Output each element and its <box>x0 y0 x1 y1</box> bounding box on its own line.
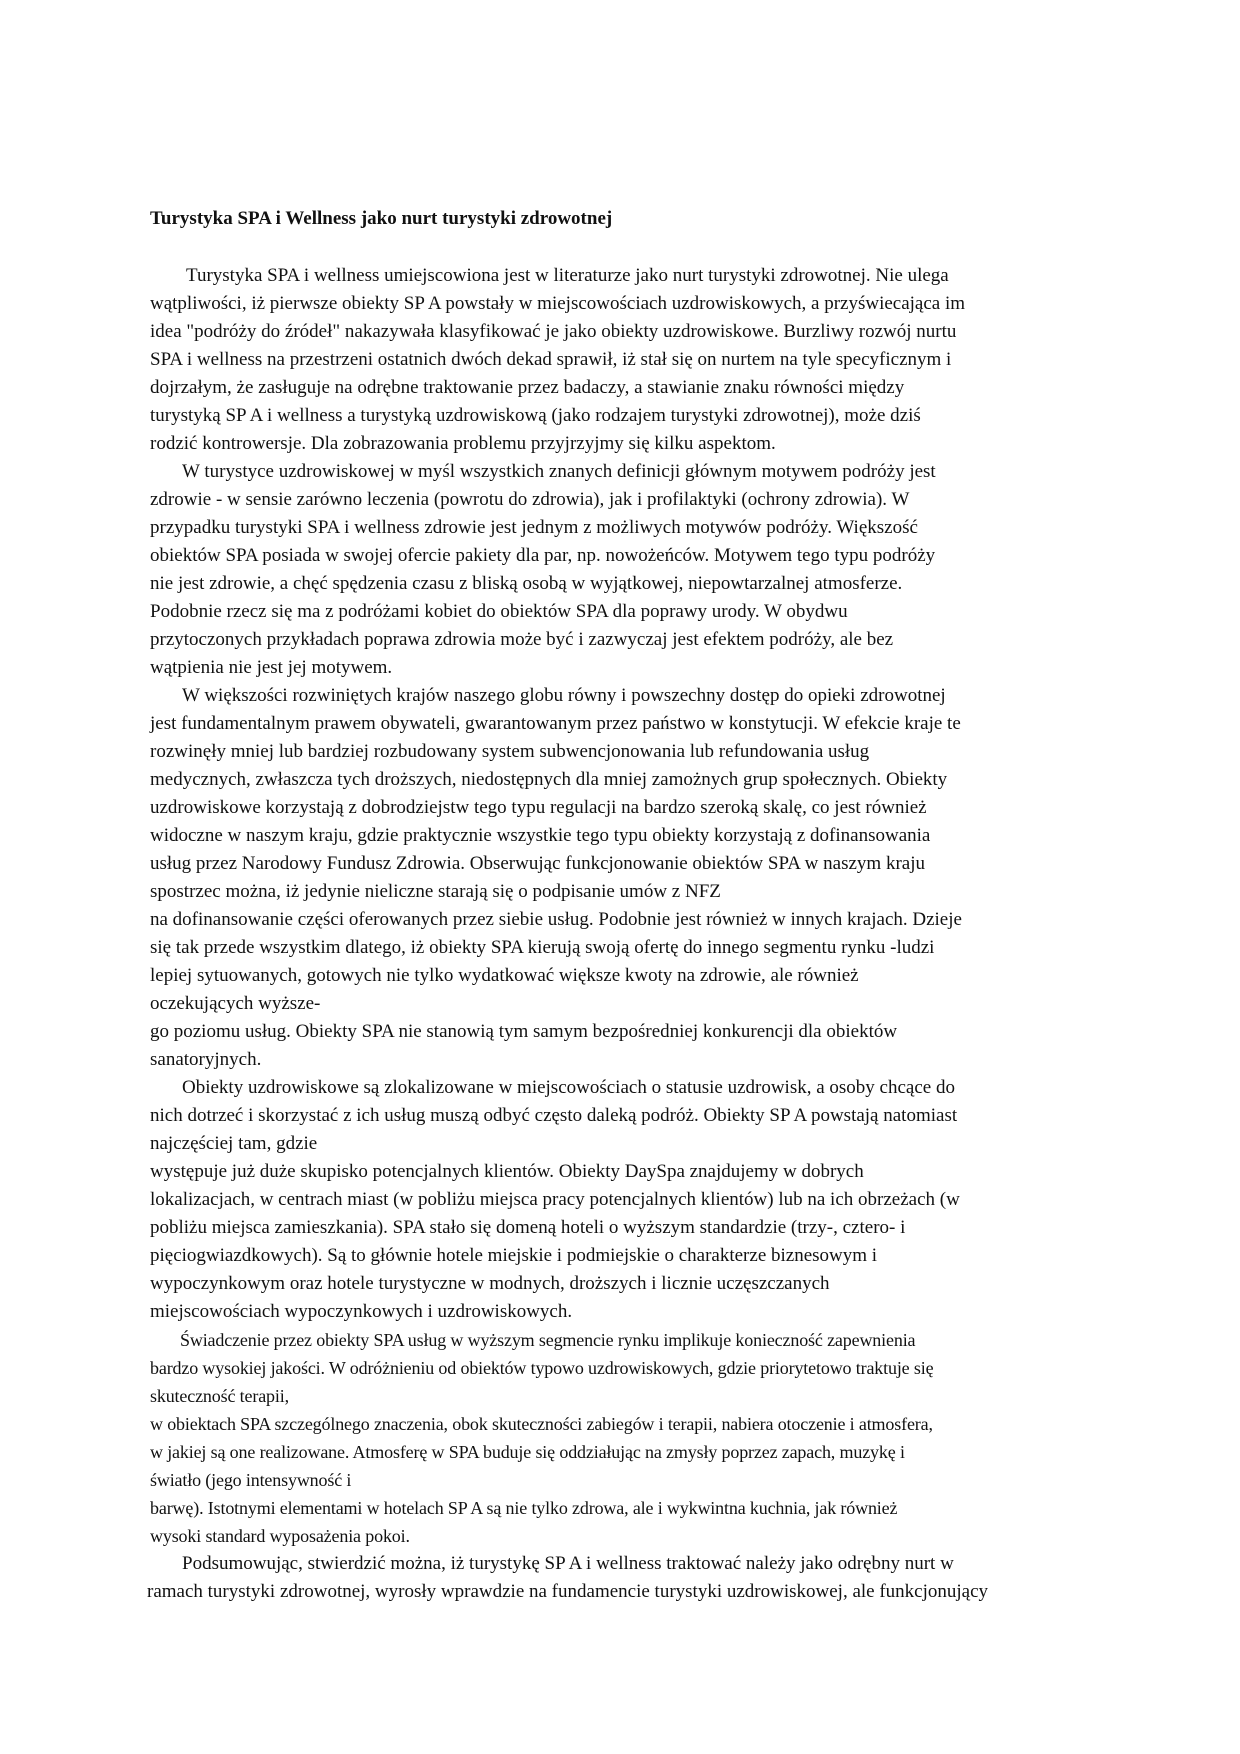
paragraph-line: występuje już duże skupisko potencjalnych klientów. Obiekty DaySpa znajdujemy w dobrych <box>150 1161 864 1182</box>
paragraph-line: Obiekty uzdrowiskowe są zlokalizowane w miejscowościach o statusie uzdrowisk, a osoby chcące do <box>182 1077 955 1098</box>
paragraph-line: SPA i wellness na przestrzeni ostatnich dwóch dekad sprawił, iż stał się on nurtem na tyle specyficznym i <box>150 349 952 370</box>
paragraph-line: W turystyce uzdrowiskowej w myśl wszystkich znanych definicji głównym motywem podróży jest <box>182 461 936 482</box>
paragraph-line: nich dotrzeć i skorzystać z ich usług muszą odbyć często daleką podróż. Obiekty SP A powstają natomiast <box>150 1105 958 1126</box>
paragraph-line: rozwinęły mniej lub bardziej rozbudowany system subwencjonowania lub refundowania usług <box>150 741 870 762</box>
paragraph-line: pięciogwiazdkowych). Są to głównie hotele miejskie i podmiejskie o charakterze biznesowym i <box>150 1245 878 1266</box>
paragraph-line: W większości rozwiniętych krajów naszego globu równy i powszechny dostęp do opieki zdrowotnej <box>182 685 946 706</box>
paragraph-line: bardzo wysokiej jakości. W odróżnieniu od obiektów typowo uzdrowiskowych, gdzie priorytetowo traktuje się <box>150 1358 934 1378</box>
paragraph-line: w jakiej są one realizowane. Atmosferę w SPA buduje się oddziałując na zmysły poprzez zapach, muzykę i <box>150 1442 905 1462</box>
document-body <box>147 262 1095 1606</box>
paragraph-line: wysoki standard wyposażenia pokoi. <box>150 1526 410 1546</box>
paragraph-line: wątpliwości, iż pierwsze obiekty SP A powstały w miejscowościach uzdrowiskowych, a przyświecająca im <box>150 293 966 314</box>
paragraph-line: miejscowościach wypoczynkowych i uzdrowiskowych. <box>150 1301 573 1322</box>
paragraph-line: wątpienia nie jest jej motywem. <box>150 657 393 678</box>
paragraph-line: uzdrowiskowe korzystają z dobrodziejstw tego typu regulacji na bardzo szeroką skalę, co jest również <box>150 797 927 818</box>
paragraph-line: usług przez Narodowy Fundusz Zdrowia. Obserwując funkcjonowanie obiektów SPA w naszym kraju <box>150 853 925 874</box>
paragraph-line: go poziomu usług. Obiekty SPA nie stanowią tym samym bezpośredniej konkurencji dla obiektów <box>150 1021 898 1042</box>
paragraph-line: nie jest zdrowie, a chęć spędzenia czasu z bliską osobą w wyjątkowej, niepowtarzalnej atmosferze. <box>150 573 903 594</box>
paragraph-line: ramach turystyki zdrowotnej, wyrosły wprawdzie na fundamencie turystyki uzdrowiskowej, ale funkcjonujący <box>147 1581 989 1602</box>
paragraph-line: lepiej sytuowanych, gotowych nie tylko wydatkować większe kwoty na zdrowie, ale również <box>150 965 859 986</box>
paragraph-line: turystyką SP A i wellness a turystyką uzdrowiskową (jako rodzajem turystyki zdrowotnej), może dziś <box>150 405 921 426</box>
paragraph-line: skuteczność terapii, <box>150 1386 289 1406</box>
paragraph-line: się tak przede wszystkim dlatego, iż obiekty SPA kierują swoją ofertę do innego segmentu rynku -ludzi <box>150 937 935 958</box>
paragraph-line: widoczne w naszym kraju, gdzie praktycznie wszystkie tego typu obiekty korzystają z dofinansowania <box>150 825 931 846</box>
paragraph-line: przytoczonych przykładach poprawa zdrowia może być i zazwyczaj jest efektem podróży, ale bez <box>150 629 894 650</box>
paragraph-line: spostrzec można, iż jedynie nieliczne starają się o podpisanie umów z NFZ <box>150 881 721 902</box>
paragraph-line: przypadku turystyki SPA i wellness zdrowie jest jednym z możliwych motywów podróży. Większość <box>150 517 918 538</box>
paragraph-line: Podobnie rzecz się ma z podróżami kobiet do obiektów SPA dla poprawy urody. W obydwu <box>150 601 848 622</box>
paragraph-line: Podsumowując, stwierdzić można, iż turystykę SP A i wellness traktować należy jako odrębny nurt w <box>182 1553 954 1574</box>
paragraph-line: zdrowie - w sensie zarówno leczenia (powrotu do zdrowia), jak i profilaktyki (ochrony zdrowia). W <box>150 489 910 510</box>
paragraph-line: dojrzałym, że zasługuje na odrębne traktowanie przez badaczy, a stawianie znaku równości między <box>150 377 905 398</box>
paragraph-line: pobliżu miejsca zamieszkania). SPA stało się domeną hoteli o wyższym standardzie (trzy-, cztero- i <box>150 1217 906 1238</box>
paragraph-line: obiektów SPA posiada w swojej ofercie pakiety dla par, np. nowożeńców. Motywem tego typu podróży <box>150 545 936 566</box>
paragraph-line: Turystyka SPA i wellness umiejscowiona jest w literaturze jako nurt turystyki zdrowotnej. Nie ulega <box>186 265 949 286</box>
paragraph-line: Świadczenie przez obiekty SPA usług w wyższym segmencie rynku implikuje konieczność zapewnienia <box>180 1330 916 1350</box>
paragraph-line: oczekujących wyższe- <box>150 993 321 1014</box>
document-title: Turystyka SPA i Wellness jako nurt turystyki zdrowotnej <box>150 208 613 229</box>
paragraph-line: w obiektach SPA szczególnego znaczenia, obok skuteczności zabiegów i terapii, nabiera otoczenie i atmosfera, <box>150 1414 933 1434</box>
paragraph-line: lokalizacjach, w centrach miast (w pobliżu miejsca pracy potencjalnych klientów) lub na ich obrzeżach (w <box>150 1189 960 1210</box>
paragraph-line: wypoczynkowym oraz hotele turystyczne w modnych, droższych i licznie uczęszczanych <box>150 1273 830 1294</box>
paragraph-line: jest fundamentalnym prawem obywateli, gwarantowanym przez państwo w konstytucji. W efekcie kraje te <box>150 713 961 734</box>
paragraph-line: barwę). Istotnymi elementami w hotelach SP A są nie tylko zdrowa, ale i wykwintna kuchnia, jak również <box>150 1498 898 1518</box>
paragraph-line: najczęściej tam, gdzie <box>150 1133 318 1154</box>
paragraph-line: medycznych, zwłaszcza tych droższych, niedostępnych dla mniej zamożnych grup społecznych. Obiekty <box>150 769 948 790</box>
paragraph-line: rodzić kontrowersje. Dla zobrazowania problemu przyjrzyjmy się kilku aspektom. <box>150 433 776 454</box>
paragraph-line: światło (jego intensywność i <box>150 1470 352 1490</box>
paragraph-line: na dofinansowanie części oferowanych przez siebie usług. Podobnie jest również w innych krajach. Dzieje <box>150 909 962 930</box>
paragraph-line: idea "podróży do źródeł" nakazywała klasyfikować je jako obiekty uzdrowiskowe. Burzliwy rozwój nurtu <box>150 321 957 342</box>
paragraph-line: sanatoryjnych. <box>150 1049 262 1070</box>
